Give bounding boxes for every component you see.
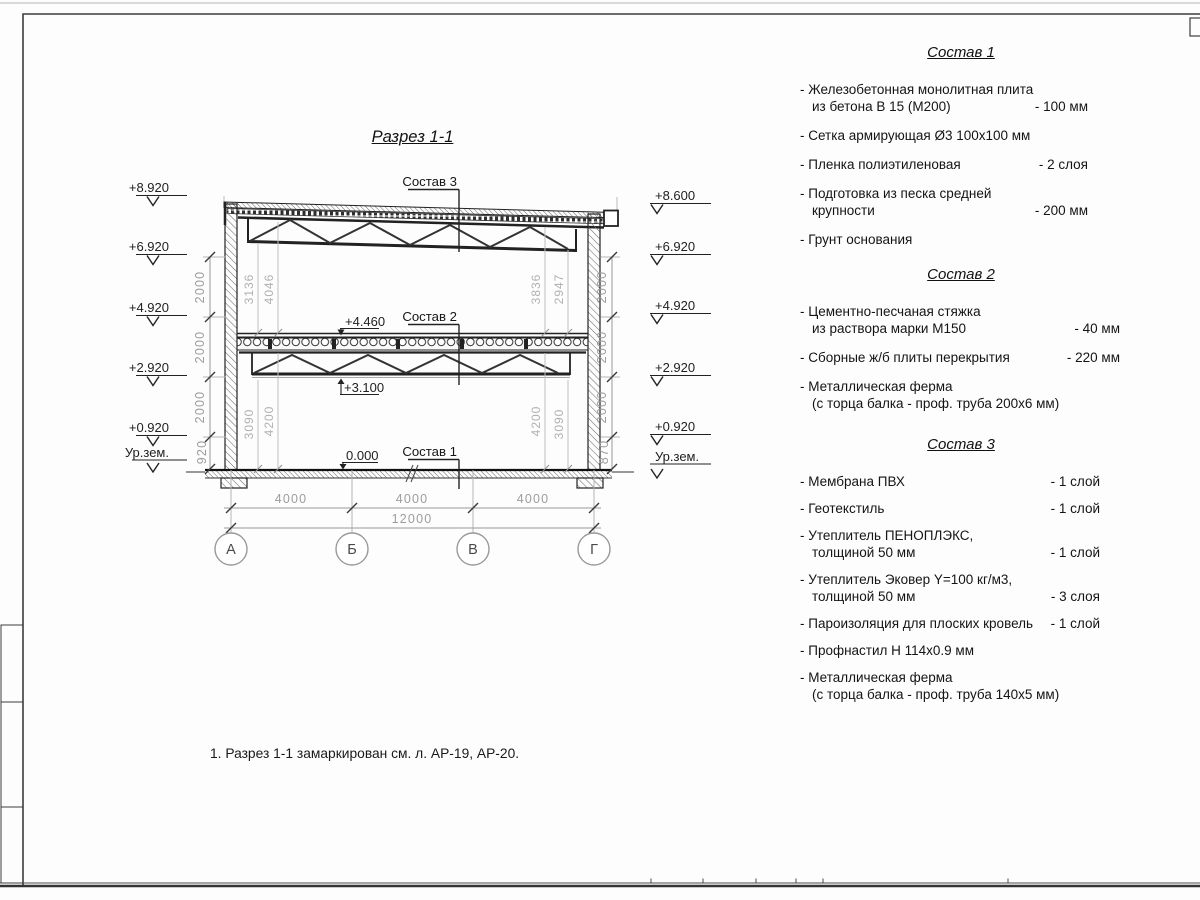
spec-value: - 1 слой	[1050, 501, 1100, 516]
elev-right-2: +4.920	[655, 298, 696, 313]
level-floor1: 0.000	[346, 448, 379, 463]
spec-item	[800, 81, 1122, 115]
spec-line: толщиной 50 мм	[812, 545, 916, 560]
spec-item	[800, 500, 1122, 517]
callout-slab-label: Состав 1	[402, 444, 457, 459]
titleblock-ticks	[651, 879, 1008, 884]
left-wall	[225, 204, 237, 470]
spec-item	[800, 127, 1122, 144]
spec-value: - 2 слоя	[1038, 157, 1088, 172]
ground-slab	[186, 465, 634, 488]
roof-fascia	[604, 211, 618, 227]
elev-right-0: +8.600	[655, 188, 696, 203]
sheet-corner-box	[1190, 18, 1200, 36]
inner-dim-left-upper-0: 3136	[242, 273, 256, 305]
hollow-core-slab	[237, 338, 588, 350]
elev-right-4: +0.920	[655, 419, 696, 434]
spec-line: - Железобетонная монолитная плита	[800, 82, 1034, 97]
elev-left-4: +0.920	[128, 420, 169, 435]
roof-truss-bottom-chord	[248, 242, 576, 251]
axis-bubbles	[215, 533, 610, 565]
spec-item	[800, 378, 1122, 412]
left-elevation-marks	[125, 180, 187, 472]
spec-item	[800, 349, 1122, 366]
spec-line: - Сборные ж/б плиты перекрытия	[800, 350, 1010, 365]
left-chain-0: 2000	[193, 270, 207, 304]
spec-section-sostav-2	[800, 258, 1122, 424]
spec-item	[800, 615, 1122, 632]
inner-dim-left-upper-1: 4046	[262, 273, 276, 305]
spec-line: из раствора марки М150	[812, 321, 966, 336]
spec-value: - 1 слой	[1050, 474, 1100, 489]
floor-truss-diagonals	[254, 355, 558, 373]
inner-dim-left-lower-0: 3090	[242, 408, 256, 440]
spec-item	[800, 571, 1122, 605]
spec-line: крупности	[812, 203, 875, 218]
spec-heading-2: Состав 2	[927, 266, 995, 283]
spec-line: - Мембрана ПВХ	[800, 474, 905, 489]
spec-line: - Металлическая ферма	[800, 379, 953, 394]
spec-item	[800, 669, 1122, 703]
spec-item	[800, 231, 1122, 248]
right-foundation-pad	[577, 478, 603, 488]
elev-left-2: +4.920	[128, 300, 169, 315]
spec-value: - 200 мм	[1034, 203, 1088, 218]
spec-line: - Грунт основания	[800, 232, 913, 247]
spec-value: - 100 мм	[1034, 99, 1088, 114]
elev-left-0: +8.920	[128, 180, 169, 195]
total-dim: 12000	[391, 512, 433, 526]
right-elevation-marks	[650, 188, 711, 478]
inner-dim-right-lower-1: 3090	[552, 408, 566, 440]
spec-item	[800, 527, 1122, 561]
callout-floor-label: Состав 2	[402, 309, 457, 324]
bottom-dim-1: 4000	[395, 492, 429, 506]
spec-item	[800, 303, 1122, 337]
spec-line: - Утеплитель Эковер Y=100 кг/м3,	[800, 572, 1013, 587]
left-foundation-pad	[221, 478, 247, 488]
spec-line: - Пленка полиэтиленовая	[800, 157, 961, 172]
left-dim-chain	[193, 252, 226, 474]
inner-dim-right-upper-0: 3836	[529, 273, 543, 305]
elev-left-3: +2.920	[128, 360, 169, 375]
spec-line: - Подготовка из песка средней	[800, 186, 992, 201]
spec-heading-3: Состав 3	[927, 436, 995, 453]
spec-item	[800, 642, 1122, 659]
spec-value: - 220 мм	[1066, 350, 1120, 365]
roof-assembly	[224, 196, 618, 252]
left-chain-3: 920	[195, 439, 209, 465]
bottom-dim-2: 4000	[516, 492, 550, 506]
drawing-title: Разрез 1-1	[371, 128, 454, 146]
spec-line: (с торца балка - проф. труба 140х5 мм)	[812, 687, 1060, 702]
spec-line: - Геотекстиль	[800, 501, 885, 516]
left-margin-boxes	[1, 625, 23, 883]
ground-label-left: Ур.зем.	[124, 445, 169, 460]
callout-roof-label: Состав 3	[402, 174, 457, 189]
axis-b: Б	[347, 542, 357, 558]
spec-value: - 3 слоя	[1050, 589, 1100, 604]
right-chain-2: 2000	[595, 390, 609, 424]
right-chain-1: 2000	[595, 330, 609, 364]
spec-line: - Пароизоляция для плоских кровель	[800, 616, 1034, 631]
spec-line: (с торца балка - проф. труба 200х6 мм)	[812, 396, 1060, 411]
spec-line: - Сетка армирующая Ø3 100х100 мм	[800, 128, 1031, 143]
axis-v: В	[468, 542, 478, 558]
spec-section-sostav-3	[800, 428, 1122, 713]
spec-value: - 1 слой	[1050, 616, 1100, 631]
level-floor2-top: +4.460	[345, 314, 386, 329]
ground-label-right: Ур.зем.	[655, 449, 700, 464]
elev-left-1: +6.920	[128, 239, 169, 254]
left-chain-2: 2000	[193, 390, 207, 424]
inner-dim-right-upper-1: 2947	[552, 273, 566, 305]
elev-right-1: +6.920	[655, 239, 696, 254]
spec-line: - Утеплитель ПЕНОПЛЭКС,	[800, 528, 974, 543]
inner-dim-right-lower-0: 4200	[529, 405, 543, 437]
left-chain-1: 2000	[193, 330, 207, 364]
right-dim-chain	[595, 252, 620, 474]
spec-item	[800, 185, 1122, 219]
elev-right-3: +2.920	[655, 360, 696, 375]
spec-item	[800, 473, 1122, 490]
spec-line: - Профнастил Н 114х0.9 мм	[800, 643, 974, 658]
spec-line: из бетона В 15 (М200)	[812, 99, 951, 114]
spec-value: - 1 слой	[1050, 545, 1100, 560]
spec-line: - Металлическая ферма	[800, 670, 953, 685]
spec-section-sostav-1	[800, 36, 1122, 260]
sheet-note: 1. Разрез 1-1 замаркирован см. л. АР-19, АР-20.	[210, 746, 520, 761]
spec-line: толщиной 50 мм	[812, 589, 916, 604]
right-chain-3: 870	[597, 439, 611, 465]
spec-value: - 40 мм	[1074, 321, 1120, 336]
right-chain-0: 2000	[595, 270, 609, 304]
inner-dim-left-lower-1: 4200	[262, 405, 276, 437]
spec-line: - Цементно-песчаная стяжка	[800, 304, 981, 319]
level-truss-bottom: +3.100	[344, 380, 385, 395]
spec-heading-1: Состав 1	[927, 44, 995, 61]
floor-assembly	[237, 334, 588, 378]
axis-g: Г	[590, 542, 598, 558]
axis-a: А	[226, 542, 236, 558]
spec-item	[800, 156, 1122, 173]
bottom-dim-0: 4000	[274, 492, 308, 506]
